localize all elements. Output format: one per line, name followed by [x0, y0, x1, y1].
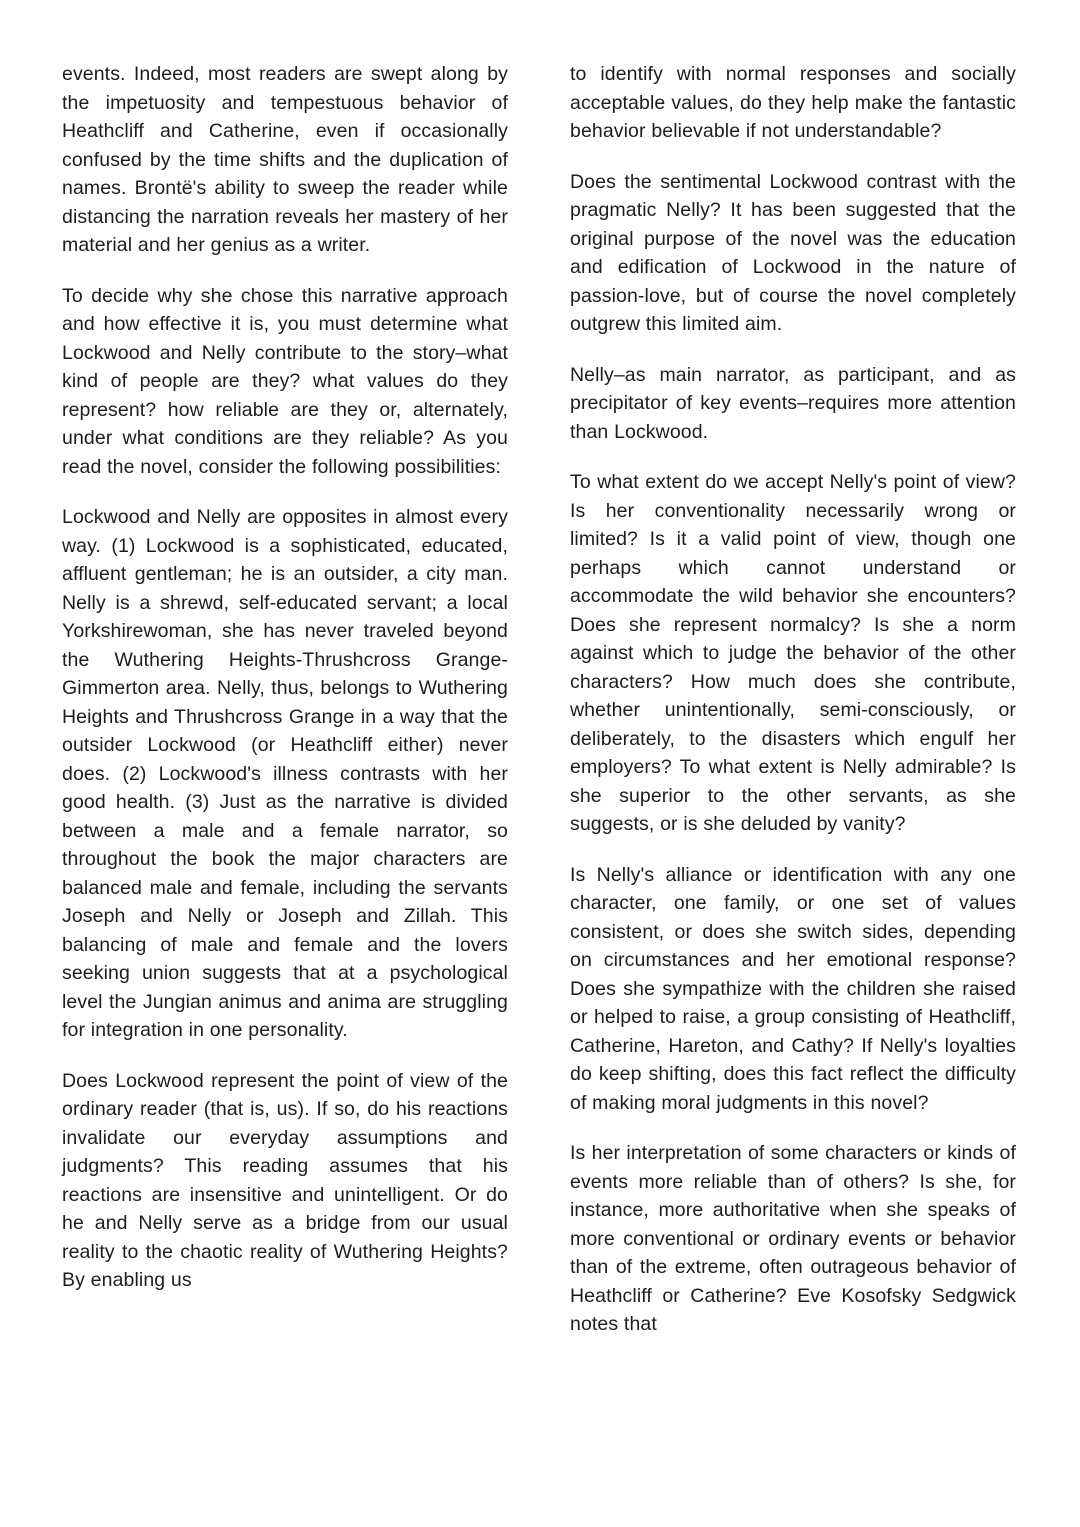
paragraph: to identify with normal responses and socially acceptable values, do they help make the fantastic behavior believable if not understandable? [570, 63, 1016, 142]
paragraph: Does the sentimental Lockwood contrast with the pragmatic Nelly? It has been suggested that the original purpose of the novel was the education and edification of Lockwood in the nature of passion-love, but of course the novel completely outgrew this limited aim. [570, 170, 1016, 335]
paragraph: Is Nelly's alliance or identification with any one character, one family, or one set of values consistent, or does she switch sides, depending on circumstances and her emotional response? Does she sympathize with the children she raised or helped to raise, a group consisting of Heathcliff, Catherine, Hareton, and Cathy? If Nelly's loyalties do keep shifting, does this fact reflect the difficulty of making moral judgments in this novel? [570, 863, 1016, 1114]
paragraph: Lockwood and Nelly are opposites in almost every way. (1) Lockwood is a sophisticated, educated, affluent gentleman; he is an outsider, a city man. Nelly is a shrewd, self-educated servant; a local Yorkshirewoman, she has never traveled beyond the Wuthering Heights-Thrushcross Grange-Gimmerton area. Nelly, thus, belongs to Wuthering Heights and Thrushcross Grange in a way that the outsider Lockwood (or Heathcliff either) never does. (2) Lockwood's illness contrasts with her good health. (3) Just as the narrative is divided between a male and a female narrator, so throughout the book the major characters are balanced male and female, including the servants Joseph and Nelly or Joseph and Zillah. This balancing of male and female and the lovers seeking union suggests that at a psychological level the Jungian animus and anima are struggling for integration in one personality. [62, 506, 508, 1041]
paragraph: events. Indeed, most readers are swept along by the impetuosity and tempestuous behavior of Heathcliff and Catherine, even if occasionally confused by the time shifts and the duplication of names. Brontë's ability to sweep the reader while distancing the narration reveals her mastery of her material and her genius as a writer. [62, 63, 508, 256]
paragraph: Nelly–as main narrator, as participant, and as precipitator of key events–requires more attention than Lockwood. [570, 363, 1016, 443]
left-column [62, 60, 508, 1487]
two-column-layout [62, 60, 1018, 1487]
right-column [570, 60, 1016, 1487]
paragraph: Does Lockwood represent the point of view of the ordinary reader (that is, us). If so, do his reactions invalidate our everyday assumptions and judgments? This reading assumes that his reactions are insensitive and unintelligent. Or do he and Nelly serve as a bridge from our usual reality to the chaotic reality of Wuthering Heights? By enabling us [62, 1069, 508, 1291]
paragraph: To decide why she chose this narrative approach and how effective it is, you must determine what Lockwood and Nelly contribute to the story–what kind of people are they? what values do they represent? how reliable are they or, alternately, under what conditions are they reliable? As you read the novel, consider the following possibilities: [62, 284, 508, 478]
paragraph: Is her interpretation of some characters or kinds of events more reliable than of others? Is she, for instance, more authoritative when she speaks of more conventional or ordinary events or behavior than of the extreme, often outrageous behavior of Heathcliff or Catherine? Eve Kosofsky Sedgwick notes that [570, 1142, 1016, 1335]
paragraph: To what extent do we accept Nelly's point of view? Is her conventionality necessarily wrong or limited? Is it a valid point of view, though one perhaps which cannot understand or accommodate the wild behavior she encounters? Does she represent normalcy? Is she a norm against which to judge the behavior of the other characters? How much does she contribute, whether unintentionally, semi-consciously, or deliberately, to the disasters which engulf her employers? To what extent is Nelly admirable? Is she superior to the other servants, as she suggests, or is she deluded by vanity? [570, 471, 1016, 835]
